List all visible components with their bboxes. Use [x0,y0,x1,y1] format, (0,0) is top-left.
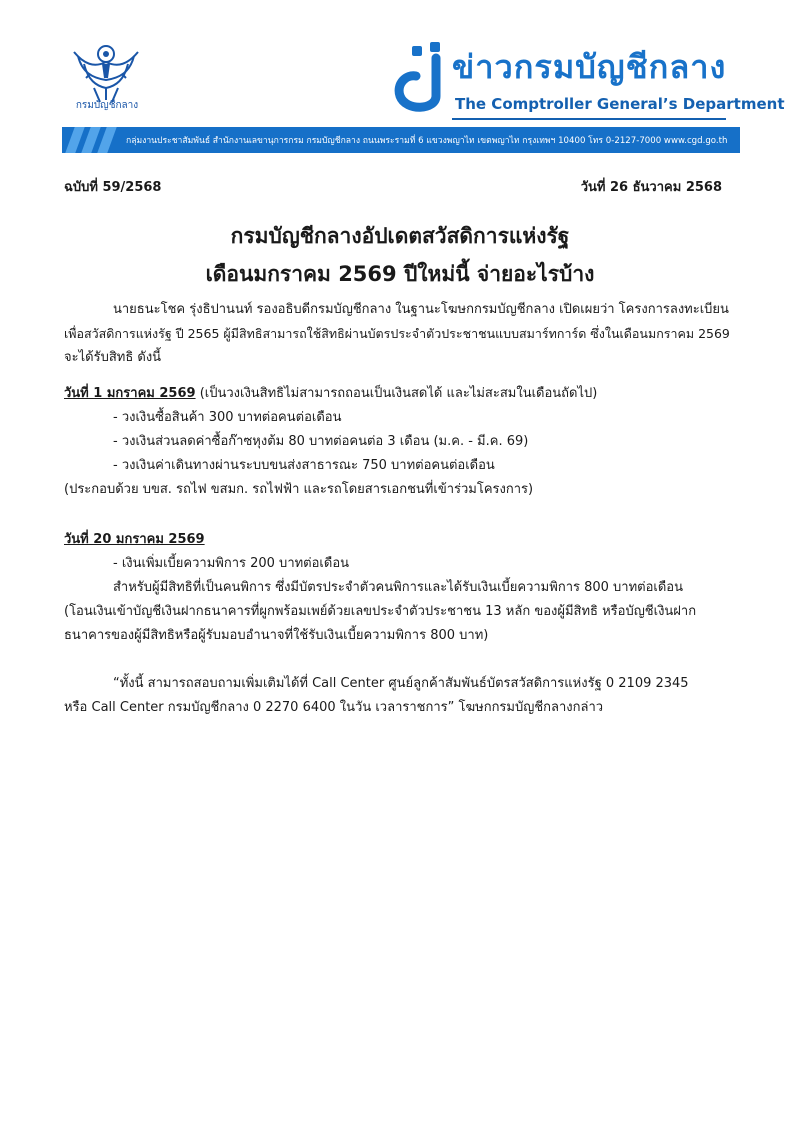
section-1-item: - วงเงินค่าเดินทางผ่านระบบขนส่งสาธารณะ 750 บาทต่อคนต่อเดือน [113,458,495,473]
contact-text: กลุ่มงานประชาสัมพันธ์ สำนักงานเลขานุการกรม กรมบัญชีกลาง ถนนพระรามที่ 6 แขวงพญาไท เขตพญาไท กรุงเทพฯ 10400 โทร 0-2127-7000 www.cgd.go.th [126,136,728,146]
section-1-footnote: (ประกอบด้วย บขส. รถไฟ ขสมก. รถไฟฟ้า และรถโดยสารเอกชนที่เข้าร่วมโครงการ) [64,482,534,497]
intro-line-2: เพื่อสวัสดิการแห่งรัฐ ปี 2565 ผู้มีสิทธิสามารถใช้สิทธิผ่านบัตรประจำตัวประชาชนแบบสมาร์ทการ์ด ซึ่งในเดือนมกราคม 2569 [64,326,730,341]
intro-line-1: นายธนะโชค รุ่งธิปานนท์ รองอธิบดีกรมบัญชีกลาง ในฐานะโฆษกกรมบัญชีกลาง เปิดเผยว่า โครงการลงทะเบียน [113,302,729,317]
section-1-heading: วันที่ 1 มกราคม 2569 [64,386,196,401]
intro-line-3: จะได้รับสิทธิ ดังนี้ [64,350,162,365]
brand-title: ข่าวกรมบัญชีกลาง [452,48,727,86]
issue-number: ฉบับที่ 59/2568 [64,180,162,195]
section-1-heading-line [64,382,597,406]
seal-caption: กรมบัญชีกลาง [75,100,139,111]
section-2-heading: วันที่ 20 มกราคม 2569 [64,532,205,547]
bar-stripe [97,127,116,153]
section-2-item: - เงินเพิ่มเบี้ยความพิการ 200 บาทต่อเดือน [113,556,350,571]
section-1-item: - วงเงินส่วนลดค่าซื้อก๊าซหุงต้ม 80 บาทต่อคนต่อ 3 เดือน (ม.ค. - มี.ค. 69) [113,434,529,449]
news-brand-mark [394,40,454,120]
section-1-note: (เป็นวงเงินสิทธิไม่สามารถถอนเป็นเงินสดได้ และไม่สะสมในเดือนถัดไป) [195,386,598,401]
headline-line-1: กรมบัญชีกลางอัปเดตสวัสดิการแห่งรัฐ [230,224,570,248]
section-2-line-1: สำหรับผู้มีสิทธิที่เป็นคนพิการ ซึ่งมีบัตรประจำตัวคนพิการและได้รับเงินเบี้ยความพิการ 800 บาทต่อเดือน [113,580,684,595]
closing-line-1: “ทั้งนี้ สามารถสอบถามเพิ่มเติมได้ที่ Call Center ศูนย์ลูกค้าสัมพันธ์บัตรสวัสดิการแห่งรัฐ 0 2109 2345 [113,676,689,691]
closing-line-2: หรือ Call Center กรมบัญชีกลาง 0 2270 6400 ในวัน เวลาราชการ” โฆษกกรมบัญชีกลางกล่าว [64,700,604,715]
section-2-line-3: ธนาคารของผู้มีสิทธิหรือผู้รับมอบอำนาจที่ใช้รับเงินเบี้ยความพิการ 800 บาท) [64,628,489,643]
contact-bar [62,127,740,153]
brand-subtitle: The Comptroller General’s Department [455,95,785,113]
brand-underline [452,118,726,120]
headline-line-2: เดือนมกราคม 2569 ปีใหม่นี้ จ่ายอะไรบ้าง [205,262,595,286]
section-1-item: - วงเงินซื้อสินค้า 300 บาทต่อคนต่อเดือน [113,410,342,425]
issue-date: วันที่ 26 ธันวาคม 2568 [580,180,722,195]
section-2-line-2: (โอนเงินเข้าบัญชีเงินฝากธนาคารที่ผูกพร้อมเพย์ด้วยเลขประจำตัวประชาชน 13 หลัก ของผู้มีสิทธิ หรือบัญชีเงินฝาก [64,604,697,619]
